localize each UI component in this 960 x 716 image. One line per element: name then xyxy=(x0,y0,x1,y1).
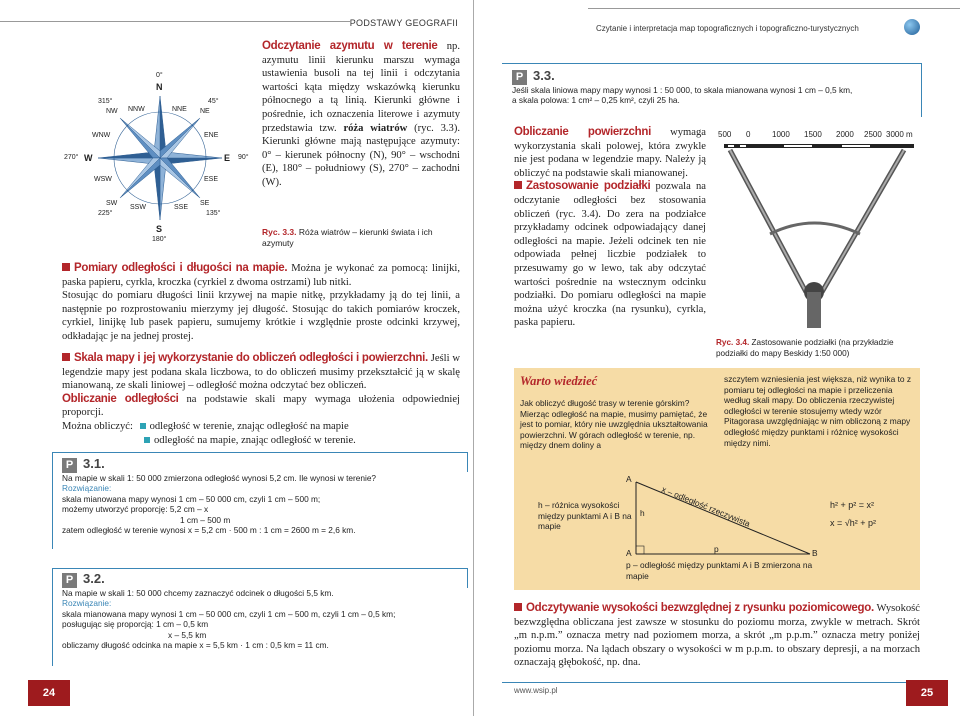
p32-line-1: skala mianowana mapy wynosi 1 cm – 50 000 cm, czyli 1 cm – 500 m, czyli 1 cm – 0,5 km; xyxy=(62,608,396,619)
height-heading: Odczytywanie wysokości bezwzględnej z rysunku poziomicowego. xyxy=(514,602,874,614)
azimuth-text: np. azymutu linii kierunku marszu wymaga ustawienia busoli na tej linii i odczytania wartości kąta między wskazówką kierunku północnego a tą linią. Kierunki główne i pośrednie, ich oznaczenia literowe i azymuty przedstawia tzw. xyxy=(262,41,460,134)
podzialka-text: pozwala na odczytanie odległości bez stosowania obliczeń (ryc. 3.4). Do zera na podziałce przykładamy odcinek odpowiadający danej odległości na mapie. Jeżeli odcinek ten nie odpowiada pełnej liczbie podziałek to przesuwamy go w lewo, tak aby odczytać wartości pośrednie na wstecznym odcinku podziałki. Do pomiaru odległości na mapie można użyć kroczka (na rysunku), cyrkla, paska papieru. xyxy=(514,181,706,329)
podzialka-heading: Zastosowanie podziałki xyxy=(514,180,650,192)
tick-1500: 1500 xyxy=(804,130,822,139)
compass-nnw: NNW xyxy=(128,106,145,113)
pt-b: B xyxy=(812,548,818,558)
p32-question: Na mapie w skali 1: 50 000 chcemy zaznaczyć odcinek o długości 5,5 km. xyxy=(62,588,334,598)
fig-3-4-label: Ryc. 3.4. xyxy=(716,338,750,347)
footer-url: www.wsip.pl xyxy=(514,686,558,695)
scale-text-2: na podstawie skali mapy wymaga ułożenia odpowiedniej proporcji. xyxy=(62,393,460,419)
formula-1: h² + p² = x² xyxy=(830,500,875,510)
x-label: x – odległość rzeczywista xyxy=(660,484,752,529)
h-label: h – różnica wysokości między punktami A i B na mapie xyxy=(538,500,632,532)
azimuth-heading: Odczytanie azymutu w terenie xyxy=(262,40,438,52)
footer-bracket xyxy=(502,682,932,683)
tick-1000: 1000 xyxy=(772,130,790,139)
pt-a: A xyxy=(626,474,632,484)
azimuth-paragraph xyxy=(262,40,460,190)
p31-badge: P xyxy=(62,458,77,473)
example-p33 xyxy=(512,70,922,106)
area-text: wymaga wykorzystania skali polowej, która zwykle nie jest podana w legendzie mapy. Należy ją obliczyć na podstawie skali mianowanej. xyxy=(514,127,706,179)
p31-line-2: możemy utworzyć proporcję: 5,2 cm – x xyxy=(62,504,209,515)
compass-sw: SW xyxy=(106,200,118,207)
compass-n: N xyxy=(156,82,163,92)
section-scale xyxy=(62,352,460,447)
example-p32 xyxy=(62,573,462,650)
tick-2500: 2500 xyxy=(864,130,882,139)
compass-nw-deg: 315° xyxy=(98,98,113,105)
azimuth-bold: róża wiatrów xyxy=(343,122,408,134)
p32-line-3: x – 5,5 km xyxy=(168,629,207,640)
right-header xyxy=(478,0,960,38)
p33-badge: P xyxy=(512,70,527,85)
fig-label: Ryc. 3.3. xyxy=(262,227,297,237)
warto-wiedziec-box xyxy=(514,368,920,590)
compass-w-deg: 270° xyxy=(64,154,79,161)
area-heading: Obliczanie powierzchni xyxy=(514,126,652,138)
section-height xyxy=(514,602,920,670)
compass-s-deg: 180° xyxy=(152,236,167,243)
p31-line-3: 1 cm – 500 m xyxy=(180,514,231,525)
compass-sse: SSE xyxy=(174,204,189,211)
compass-nne: NNE xyxy=(172,106,187,113)
p32-title: 3.2. xyxy=(83,571,105,586)
tick-2000: 2000 xyxy=(836,130,854,139)
compass-sw-deg: 225° xyxy=(98,210,113,217)
warto-text-2: szczytem wzniesienia jest większa, niż wynika to z pomiaru tej odległości na mapie i przeliczenia według skali mapy. Do obliczenia rzeczywistej odległości w terenie stosujemy wtedy wzór Pitagorasa uwzględniając w nim obliczoną z mapy odległość między punktami i różnicę wysokości między nimi. xyxy=(724,374,912,448)
tick-0: 0 xyxy=(746,130,751,139)
fig-caption: Róża wiatrów – kierunki świata i ich azymuty xyxy=(262,227,433,248)
right-page xyxy=(478,0,960,716)
area-paragraph xyxy=(514,126,706,330)
p33-title: 3.3. xyxy=(533,68,555,83)
p32-line-2: posługując się proporcją: 1 cm – 0,5 km xyxy=(62,619,209,630)
compass-s: S xyxy=(156,224,163,234)
compass-wsw: WSW xyxy=(94,176,112,183)
p32-badge: P xyxy=(62,573,77,588)
right-header-title: Czytanie i interpretacja map topograficznych i topograficzno-turystycznych xyxy=(596,24,859,33)
dividers-icon xyxy=(714,142,920,332)
compass-ne-deg: 45° xyxy=(208,98,219,105)
globe-icon xyxy=(904,19,920,35)
left-header-title: PODSTAWY GEOGRAFII xyxy=(349,18,458,28)
formula-2: x = √h² + p² xyxy=(830,518,876,528)
left-page xyxy=(0,0,474,716)
tick-3000: 3000 m xyxy=(886,130,913,139)
pt-p: p xyxy=(714,544,719,554)
p31-title: 3.1. xyxy=(83,456,105,471)
p31-question: Na mapie w skali 1: 50 000 zmierzona odległość wynosi 5,2 cm. Ile wynosi w terenie? xyxy=(62,473,377,483)
compass-ne: NE xyxy=(200,108,210,115)
distances-text-2: Stosując do pomiaru długości linii krzywej na mapie nitkę, przykładamy ją do tej linii, a następnie po rozprostowaniu mierzymy jej długość. Stosując do takich pomiarów kroczek, cyrkiel, linijkę lub pasek papieru, sumujemy krótkie i względnie proste odcinki krzywej, odkładając je na jednej prostej. xyxy=(62,290,460,342)
p32-line-4: obliczamy długość odcinka na mapie x = 5,5 km · 1 cm : 0,5 km = 11 cm. xyxy=(62,640,329,651)
warto-title: Warto wiedzieć xyxy=(520,374,598,388)
pt-h: h xyxy=(640,508,645,518)
scale-bullet-2: odległość na mapie, znając odległość w terenie. xyxy=(154,434,356,446)
compass-ene: ENE xyxy=(204,132,219,139)
distances-heading: Pomiary odległości i długości na mapie. xyxy=(62,262,287,274)
compass-e-deg: 90° xyxy=(238,154,249,161)
pt-a2: A xyxy=(626,548,632,558)
compass-ssw: SSW xyxy=(130,204,146,211)
compass-rose-figure xyxy=(62,68,252,248)
figure-3-4 xyxy=(714,126,920,332)
left-page-number: 24 xyxy=(28,680,70,706)
p-label: p – odległość między punktami A i B zmierzona na mapie xyxy=(626,560,813,581)
scale-heading: Skala mapy i jej wykorzystanie do obliczeń odległości i powierzchni. xyxy=(62,352,428,364)
scale-can: Można obliczyć: xyxy=(62,420,133,432)
scale-bar-labels xyxy=(714,130,920,142)
fig-3-4-caption: Zastosowanie podziałki (na przykładzie podziałki do mapy Beskidy 1:50 000) xyxy=(716,338,894,358)
p33-question: Jeśli skala liniowa mapy mapy wynosi 1 : 50 000, to skala mianowana wynosi 1 cm – 0,5 km, xyxy=(512,85,853,95)
compass-se: SE xyxy=(200,200,210,207)
right-page-number: 25 xyxy=(906,680,948,706)
compass-wnw: WNW xyxy=(92,132,111,139)
figure-caption-3-4 xyxy=(716,338,922,359)
compass-nw: NW xyxy=(106,108,118,115)
example-p31 xyxy=(62,458,462,535)
compass-n-deg: 0° xyxy=(156,72,163,79)
figure-caption-3-3 xyxy=(262,227,462,249)
compass-ese: ESE xyxy=(204,176,219,183)
compass-se-deg: 135° xyxy=(206,210,221,217)
compass-e: E xyxy=(224,153,231,163)
scale-text: Jeśli w legendzie mapy jest podana skala liczbowa, to do obliczeń musimy przekształcić ją w skalę mianowaną, ze skali liniowej – odległość można odczytać bez obliczeń. xyxy=(62,353,460,392)
left-header xyxy=(0,0,474,38)
tick-500: 500 xyxy=(718,130,732,139)
p31-line-1: skala mianowana mapy wynosi 1 cm – 50 000 cm, czyli 1 cm – 500 m; xyxy=(62,493,321,504)
p31-line-4: zatem odległość w terenie wynosi x = 5,2 cm · 500 m : 1 cm = 2600 m = 2,6 km. xyxy=(62,525,356,536)
height-text: Wysokość bezwzględna obliczana jest zawsze w stosunku do poziomu morza, zwykle w metrach. Skrót „m n.p.m.” oznacza metry nad poziomem morza, a skrót „m p.p.m.” oznacza metry poniżej poziomu morza. Na lądach obszary o wysokości w m p.p.m. to obszary depresji, a na morzach oznaczają głębokość, np. dna. xyxy=(514,603,920,669)
azimuth-text-2: (ryc. 3.3). Kierunki główne mają następujące azymuty: 0° – kierunek północny (N), 90° – wschodni (E), 180° – południowy (S), 270° – zachodni (W). xyxy=(262,122,461,188)
scale-bullet-1: odległość w terenie, znając odległość na mapie xyxy=(149,420,349,432)
compass-w: W xyxy=(84,153,93,163)
p32-solution-label: Rozwiązanie: xyxy=(62,598,112,609)
warto-text-1: Jak obliczyć długość trasy w terenie górskim? Mierząc odległość na mapie, musimy pamiętać, że jest to pomiar, który nie uwzględnia ukształtowania powierzchni. W górach odległość w terenie, np. między dnem doliny a xyxy=(520,398,708,451)
distances-text: Można je wykonać za pomocą: linijki, paska papieru, cyrkla, kroczka (cyrkiel z dwoma ostrzami) lub nitki. xyxy=(62,263,460,288)
p33-question-2: a skala polowa: 1 cm² – 0,25 km², czyli 25 ha. xyxy=(512,95,680,106)
scale-red: Obliczanie odległości xyxy=(62,392,179,405)
p31-solution-label: Rozwiązanie: xyxy=(62,483,112,494)
section-distances xyxy=(62,262,460,344)
